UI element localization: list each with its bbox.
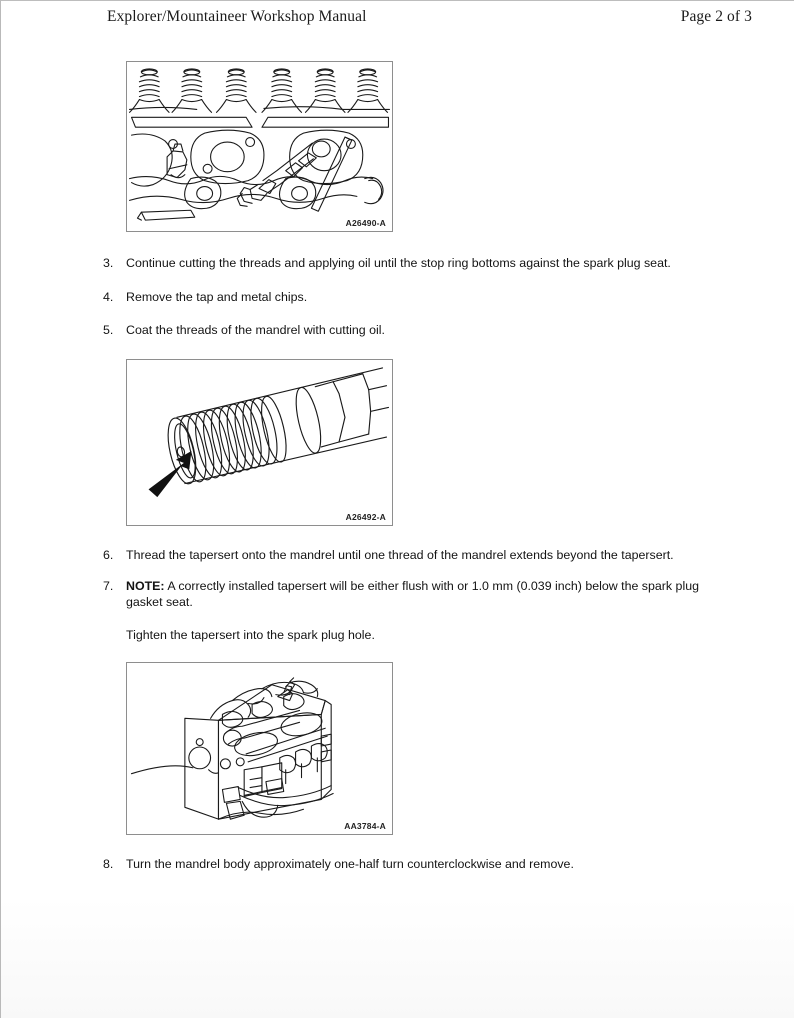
step-8-number: 8. — [103, 856, 114, 871]
figure-3-label: AA3784-A — [344, 820, 386, 831]
step-4-number: 4. — [103, 289, 114, 304]
step-7-number: 7. — [103, 579, 114, 593]
figure-mandrel-threads — [126, 359, 393, 526]
page-content — [94, 61, 722, 872]
manual-title: Explorer/Mountaineer Workshop Manual — [107, 8, 367, 25]
step-4 — [94, 290, 722, 306]
running-header — [107, 5, 752, 29]
step-6-text: Thread the tapersert onto the mandrel until one thread of the mandrel extends beyond the tapersert. — [126, 547, 674, 562]
page-number: Page 2 of 3 — [680, 8, 752, 25]
step-3-number: 3. — [103, 256, 114, 270]
figure-cylinder-head-tap — [126, 61, 393, 232]
scan-gradient-overlay — [1, 898, 794, 1018]
step-8 — [94, 857, 722, 873]
note-label: NOTE: — [126, 579, 165, 593]
figure-2-label: A26492-A — [345, 511, 386, 522]
step-7-body — [126, 579, 722, 610]
step-3-text: Continue cutting the threads and applying oil until the stop ring bottoms against the spark plug seat. — [126, 256, 671, 270]
step-6-number: 6. — [103, 547, 114, 562]
step-4-text: Remove the tap and metal chips. — [126, 289, 308, 304]
step-6 — [94, 548, 722, 564]
step-3 — [94, 256, 722, 272]
step-5-number: 5. — [103, 323, 114, 337]
step-7 — [94, 579, 722, 610]
figure-1-label: A26490-A — [345, 218, 386, 228]
figure-cylinder-head-assembly — [126, 662, 393, 835]
step-5 — [94, 323, 722, 339]
step-7-text: A correctly installed tapersert will be either flush with or 1.0 mm (0.039 inch) below the spark plug gasket seat. — [126, 579, 699, 609]
step-7-followup: Tighten the tapersert into the spark plug hole. — [126, 628, 375, 642]
step-8-text: Turn the mandrel body approximately one-half turn counterclockwise and remove. — [126, 856, 574, 871]
step-5-text: Coat the threads of the mandrel with cutting oil. — [126, 323, 385, 337]
